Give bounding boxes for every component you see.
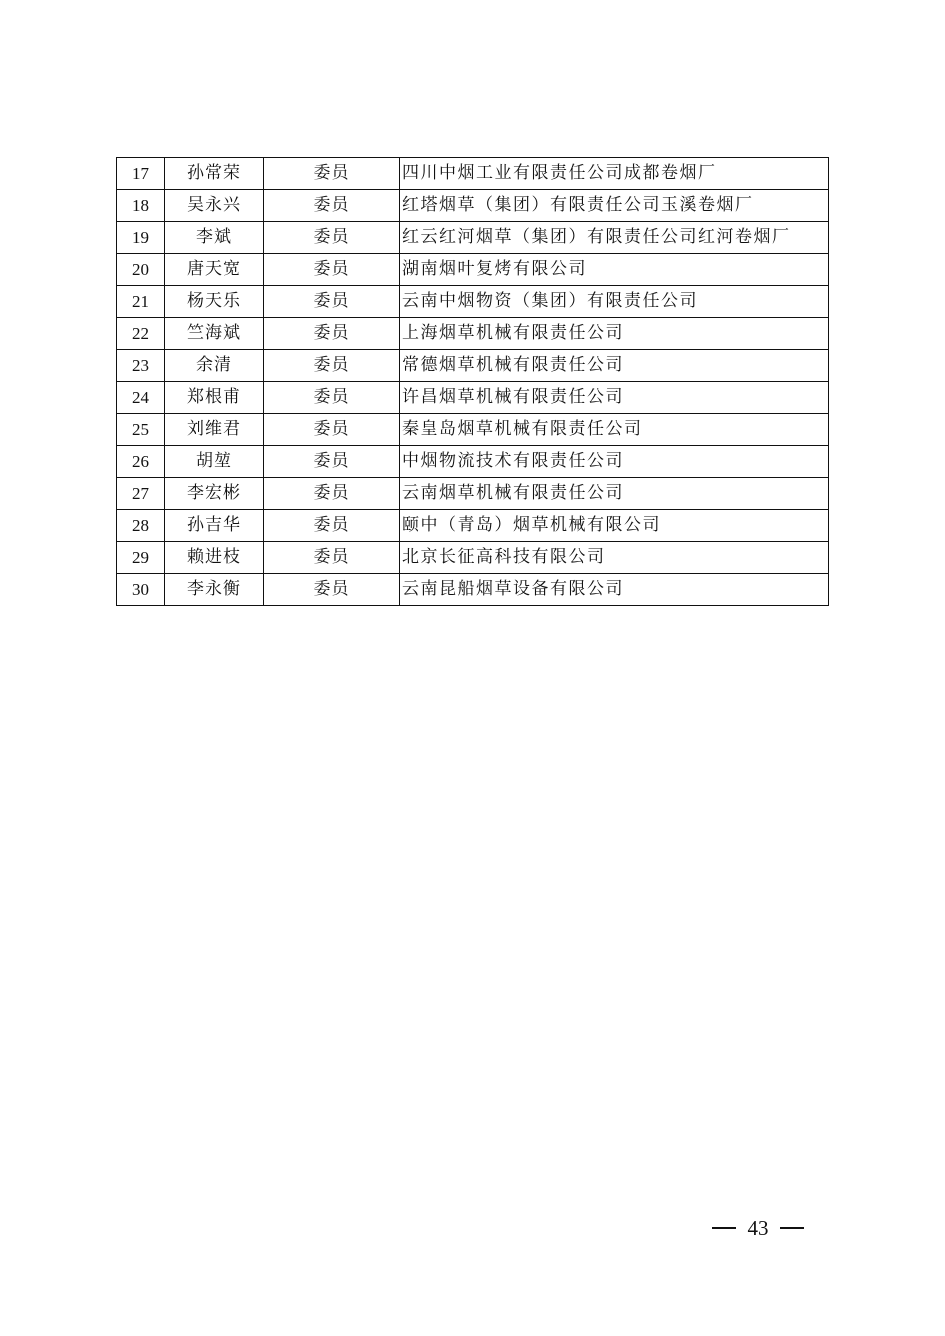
member-organization: 常德烟草机械有限责任公司 — [400, 350, 829, 382]
member-role: 委员 — [264, 510, 400, 542]
table-row — [117, 510, 829, 542]
table-row — [117, 318, 829, 350]
member-organization: 北京长征高科技有限公司 — [400, 542, 829, 574]
row-number: 25 — [117, 414, 165, 446]
left-dash — [712, 1227, 736, 1229]
row-number: 29 — [117, 542, 165, 574]
table-row — [117, 350, 829, 382]
table-row — [117, 446, 829, 478]
member-organization: 红塔烟草（集团）有限责任公司玉溪卷烟厂 — [400, 190, 829, 222]
member-name: 李宏彬 — [165, 478, 264, 510]
member-organization: 云南昆船烟草设备有限公司 — [400, 574, 829, 606]
member-name: 余清 — [165, 350, 264, 382]
member-organization: 红云红河烟草（集团）有限责任公司红河卷烟厂 — [400, 222, 829, 254]
member-role: 委员 — [264, 190, 400, 222]
member-organization: 上海烟草机械有限责任公司 — [400, 318, 829, 350]
right-dash — [780, 1227, 804, 1229]
committee-member-table — [116, 157, 829, 606]
row-number: 20 — [117, 254, 165, 286]
member-name: 吴永兴 — [165, 190, 264, 222]
table-row — [117, 478, 829, 510]
member-organization: 四川中烟工业有限责任公司成都卷烟厂 — [400, 158, 829, 190]
table-row — [117, 574, 829, 606]
table-row — [117, 254, 829, 286]
member-name: 孙常荣 — [165, 158, 264, 190]
table-row — [117, 158, 829, 190]
table-body — [117, 158, 829, 606]
member-organization: 颐中（青岛）烟草机械有限公司 — [400, 510, 829, 542]
table-row — [117, 286, 829, 318]
member-role: 委员 — [264, 286, 400, 318]
page-number-footer — [712, 1213, 804, 1243]
member-name: 郑根甫 — [165, 382, 264, 414]
member-role: 委员 — [264, 414, 400, 446]
member-role: 委员 — [264, 254, 400, 286]
row-number: 18 — [117, 190, 165, 222]
page-number: 43 — [747, 1215, 769, 1240]
row-number: 24 — [117, 382, 165, 414]
member-organization: 云南烟草机械有限责任公司 — [400, 478, 829, 510]
member-role: 委员 — [264, 478, 400, 510]
member-organization: 秦皇岛烟草机械有限责任公司 — [400, 414, 829, 446]
member-name: 竺海斌 — [165, 318, 264, 350]
member-name: 赖进枝 — [165, 542, 264, 574]
row-number: 28 — [117, 510, 165, 542]
member-organization: 云南中烟物资（集团）有限责任公司 — [400, 286, 829, 318]
row-number: 30 — [117, 574, 165, 606]
table-row — [117, 542, 829, 574]
member-name: 李永衡 — [165, 574, 264, 606]
table-row — [117, 414, 829, 446]
row-number: 21 — [117, 286, 165, 318]
member-name: 唐天宽 — [165, 254, 264, 286]
member-organization: 许昌烟草机械有限责任公司 — [400, 382, 829, 414]
member-name: 刘维君 — [165, 414, 264, 446]
member-role: 委员 — [264, 382, 400, 414]
row-number: 23 — [117, 350, 165, 382]
row-number: 26 — [117, 446, 165, 478]
member-role: 委员 — [264, 542, 400, 574]
member-role: 委员 — [264, 350, 400, 382]
member-role: 委员 — [264, 158, 400, 190]
member-organization: 湖南烟叶复烤有限公司 — [400, 254, 829, 286]
table-row — [117, 382, 829, 414]
member-role: 委员 — [264, 318, 400, 350]
member-role: 委员 — [264, 574, 400, 606]
member-name: 李斌 — [165, 222, 264, 254]
member-name: 胡堃 — [165, 446, 264, 478]
row-number: 19 — [117, 222, 165, 254]
row-number: 27 — [117, 478, 165, 510]
member-organization: 中烟物流技术有限责任公司 — [400, 446, 829, 478]
row-number: 17 — [117, 158, 165, 190]
table-row — [117, 222, 829, 254]
member-name: 杨天乐 — [165, 286, 264, 318]
member-name: 孙吉华 — [165, 510, 264, 542]
member-role: 委员 — [264, 446, 400, 478]
table-row — [117, 190, 829, 222]
row-number: 22 — [117, 318, 165, 350]
member-role: 委员 — [264, 222, 400, 254]
